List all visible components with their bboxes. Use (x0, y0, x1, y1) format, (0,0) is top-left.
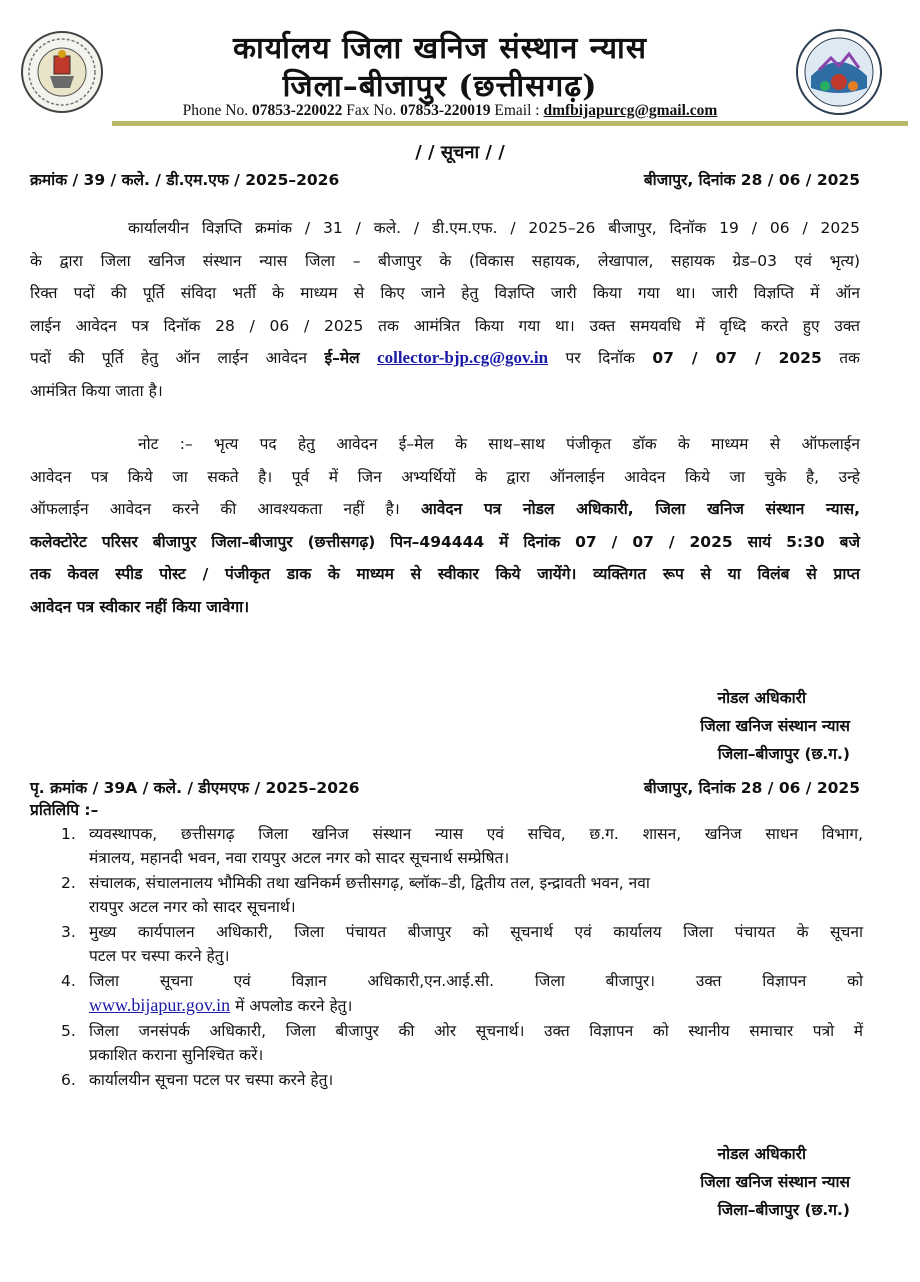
list-item-text: संचालक, संचालनालय भौमिकी तथा खनिकर्म छत्तीसगढ़, ब्लॉक–डी, द्वितीय तल, इन्द्रावती भवन, नवा (89, 874, 650, 892)
list-item-text: में अपलोड करने हेतु। (230, 997, 353, 1015)
contact-line (120, 102, 780, 120)
list-item-number: 3. (61, 923, 76, 941)
paragraph-line: कलेक्टोरेट परिसर बीजापुर जिला–बीजापुर (छत्तीसगढ़) पिन–494444 में दिनांक 07 / 07 / 2025 सायं 5:30 बजे (30, 532, 860, 551)
notice-heading: / / सूचना / / (415, 142, 505, 163)
notice-number: क्रमांक / 39 / कले. / डी.एम.एफ / 2025–2026 (30, 171, 340, 189)
paragraph-line (30, 493, 860, 526)
list-item-text: व्यवस्थापक, छत्तीसगढ़ जिला खनिज संस्थान न्यास एवं सचिव, छ.ग. शासन, खनिज साधन विभाग, (89, 825, 863, 843)
signatory-office: जिला खनिज संस्थान न्यास (700, 717, 850, 735)
office-district: जिला–बीजापुर (छत्तीसगढ़) (282, 69, 598, 104)
list-item-number: 4. (61, 972, 76, 990)
email-label-bold: ई–मेल (324, 349, 360, 367)
list-item-number: 1. (61, 825, 76, 843)
paragraph-line: नोट :– भृत्य पद हेतु आवेदन ई–मेल के साथ–साथ पंजीकृत डॉक के माध्यम से ऑफलाईन (138, 435, 860, 453)
paragraph-line: आवेदन पत्र किये जा सकते है। पूर्व में जिन अभ्यर्थियों के द्वारा ऑनलाईन आवेदन किये जा चुके है, उन्हे (30, 467, 860, 486)
list-item (55, 871, 863, 919)
paragraph-line: तक केवल स्पीड पोस्ट / पंजीकृत डाक के माध्यम से स्वीकार किये जायेंगे। व्यक्तिगत रूप से या विलंब से प्राप्त (30, 565, 860, 583)
copy-date: बीजापुर, दिनांक 28 / 06 / 2025 (643, 779, 860, 797)
chhattisgarh-emblem-icon (20, 30, 104, 114)
fax-label: Fax No. (346, 102, 397, 119)
last-date-bold: 07 / 07 / 2025 (652, 349, 822, 367)
paragraph-text: तक (839, 349, 860, 367)
list-item-text: मुख्य कार्यपालन अधिकारी, जिला पंचायत बीजापुर को सूचनार्थ एवं कार्यालय जिला पंचायत के सूचना (89, 923, 863, 941)
list-item-text: पटल पर चस्पा करने हेतु। (89, 947, 230, 965)
collector-email-link[interactable]: collector-bjp.cg@gov.in (377, 348, 549, 367)
paragraph-bold-text: आवेदन पत्र नोडल अधिकारी, जिला खनिज संस्थान न्यास, (420, 500, 860, 518)
paragraph-text: ऑफलाईन आवेदन करने की आवश्यकता नहीं है। (30, 500, 400, 518)
paragraph-line: कार्यालयीन विज्ञप्ति क्रमांक / 31 / कले. / डी.एम.एफ. / 2025–26 बीजापुर, दिनॉक 19 / 06 / 2025 (128, 219, 860, 237)
list-item (55, 1019, 863, 1067)
list-item-number: 6. (61, 1071, 76, 1089)
paragraph-text: पर दिनॉक (565, 349, 635, 367)
paragraph-line: के द्वारा जिला खनिज संस्थान न्यास जिला – बीजापुर के (विकास सहायक, लेखापाल, सहायक ग्रेड–03 एवं भृत्य) (30, 251, 860, 270)
signature-block (560, 684, 850, 768)
paragraph-line: लाईन आवेदन पत्र दिनॉक 28 / 06 / 2025 तक आमंत्रित किया गया था। उक्त समयवधि में वृध्दि करते हुए उक्त (30, 316, 860, 335)
paragraph-line: आवेदन पत्र स्वीकार नहीं किया जावेगा। (30, 597, 250, 616)
copy-number: पृ. क्रमांक / 39A / कले. / डीएमएफ / 2025–2026 (30, 779, 360, 797)
list-item (55, 822, 863, 870)
signatory-office: जिला खनिज संस्थान न्यास (700, 1173, 850, 1191)
list-item-text: प्रकाशित कराना सुनिश्चित करें। (89, 1046, 264, 1064)
signatory-district: जिला–बीजापुर (छ.ग.) (717, 1201, 850, 1219)
paragraph-line (30, 342, 860, 375)
dmf-bijapur-logo-icon (795, 28, 883, 116)
list-item-text: जिला जनसंपर्क अधिकारी, जिला बीजापुर की ओर सूचनार्थ। उक्त विज्ञापन को स्थानीय समाचार पत्रो में (89, 1022, 863, 1040)
email-label: Email : (494, 102, 540, 119)
copy-to-label: प्रतिलिपि :– (30, 801, 99, 819)
list-item-number: 2. (61, 874, 76, 892)
paragraph-line: रिक्त पदों की पूर्ति संविदा भर्ती के माध्यम से किए जाने हेतु विज्ञप्ति जारी किया गया था। जारी विज्ञप्ति में ऑन (30, 284, 860, 302)
list-item (55, 969, 863, 1018)
signatory-title: नोडल अधिकारी (717, 1145, 806, 1163)
notice-date: बीजापुर, दिनांक 28 / 06 / 2025 (643, 171, 860, 189)
phone-number: 07853-220022 (251, 102, 343, 119)
paragraph-line: आमंत्रित किया जाता है। (30, 381, 163, 400)
signatory-district: जिला–बीजापुर (छ.ग.) (717, 745, 850, 763)
notice-paragraph-1 (30, 212, 860, 407)
phone-label: Phone No. (182, 102, 249, 119)
copy-to-list (55, 822, 863, 1093)
list-item-number: 5. (61, 1022, 76, 1040)
list-item-text: मंत्रालय, महानदी भवन, नवा रायपुर अटल नगर को सादर सूचनार्थ सम्प्रेषित। (89, 849, 510, 867)
signatory-title: नोडल अधिकारी (717, 689, 806, 707)
list-item (55, 920, 863, 968)
office-email-link[interactable]: dmfbijapurcg@gmail.com (543, 102, 718, 119)
paragraph-text: पदों की पूर्ति हेतु ऑन लाईन आवेदन (30, 349, 307, 367)
signature-block-2 (560, 1140, 850, 1224)
header-divider (112, 121, 908, 126)
list-item-text (89, 993, 863, 1018)
list-item-text: कार्यालयीन सूचना पटल पर चस्पा करने हेतु। (89, 1071, 334, 1089)
district-website-link[interactable]: www.bijapur.gov.in (89, 995, 231, 1015)
list-item (55, 1068, 863, 1092)
list-item-text: रायपुर अटल नगर को सादर सूचनार्थ। (89, 898, 296, 916)
notice-paragraph-2 (30, 428, 860, 623)
list-item-text: जिला सूचना एवं विज्ञान अधिकारी,एन.आई.सी. जिला बीजापुर। उक्त विज्ञापन को (89, 972, 863, 990)
office-title: कार्यालय जिला खनिज संस्थान न्यास (232, 31, 648, 66)
fax-number: 07853-220019 (400, 102, 491, 119)
